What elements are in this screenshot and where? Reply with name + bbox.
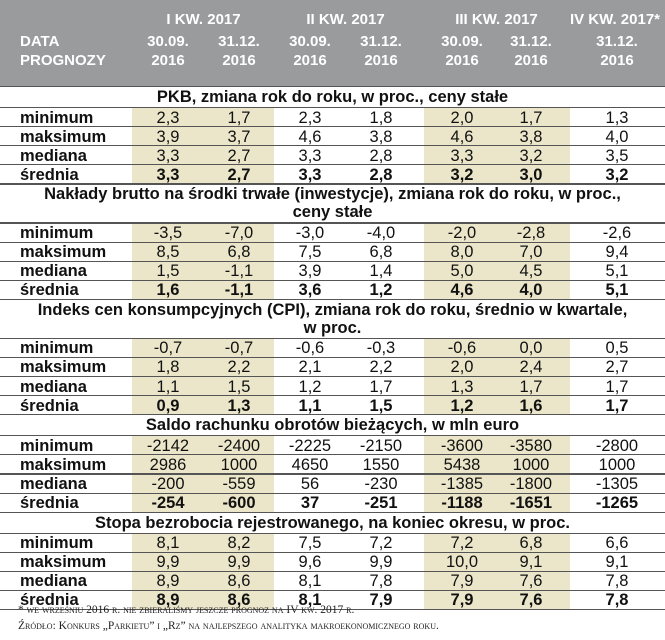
rule (0, 299, 665, 300)
table-cell: -3,0 (295, 223, 325, 242)
row-label-maksimum: maksimum (20, 127, 107, 146)
table-cell: -2800 (595, 436, 639, 455)
rule (0, 414, 665, 415)
row-label-rednia: średnia (20, 165, 79, 184)
row-label-mediana: mediana (20, 262, 87, 281)
table-cell: 7,8 (605, 572, 629, 591)
table-cell: 2,7 (227, 165, 251, 184)
table-cell: -3580 (509, 436, 553, 455)
row-label-minimum: minimum (20, 436, 94, 455)
table-cell: -2150 (359, 436, 403, 455)
section-title-4: Saldo rachunku obrotów bieżących, w mln euro (145, 416, 520, 435)
header-quarter-3: III KW. 2017 (455, 11, 538, 28)
table-cell: 1,4 (369, 262, 393, 281)
table-cell: 1,5 (156, 262, 180, 281)
table-cell: 1,6 (156, 281, 180, 300)
table-cell: 5,1 (605, 262, 629, 281)
header-year-3: 2016 (293, 52, 327, 69)
table-cell: 8,1 (298, 572, 322, 591)
table-cell: 1,8 (156, 358, 180, 377)
table-cell: -1385 (440, 474, 484, 493)
table-cell: -0,6 (295, 339, 325, 358)
table-cell: 6,8 (369, 243, 393, 261)
table-cell: 8,9 (156, 591, 180, 610)
table-cell: -2,0 (447, 223, 477, 242)
table-cell: 9,9 (227, 553, 251, 572)
table-cell: 3,5 (605, 146, 629, 165)
table-cell: 4,6 (298, 127, 322, 146)
row-label-mediana: mediana (20, 572, 87, 591)
table-cell: 9,1 (605, 553, 629, 572)
table-cell: 1,1 (156, 377, 180, 396)
header-date-4: 31.12. (360, 33, 402, 50)
table-cell: 6,6 (605, 534, 629, 553)
table-cell: 9,4 (605, 243, 629, 261)
table-cell: 1,3 (605, 108, 629, 127)
table-cell: 8,6 (227, 591, 251, 610)
table-cell: 4,5 (519, 262, 543, 281)
table-cell: 3,6 (298, 281, 322, 300)
table-cell: -0,7 (153, 339, 183, 358)
table-cell: -1,1 (224, 262, 254, 281)
header-date-1: 30.09. (147, 33, 189, 50)
row-label-maksimum: maksimum (20, 243, 107, 261)
table-cell: -3,5 (153, 223, 183, 242)
header-date-6: 31.12. (510, 33, 552, 50)
table-cell: 8,2 (227, 534, 251, 553)
table-cell: 2,2 (369, 358, 393, 377)
table-cell: 6,8 (519, 534, 543, 553)
table-cell: 3,3 (156, 146, 180, 165)
table-cell: 8,6 (227, 572, 251, 591)
footer-notes (18, 602, 658, 634)
table-cell: -1,1 (224, 281, 254, 300)
row-label-rednia: średnia (20, 591, 79, 610)
table-cell: 1,7 (519, 108, 543, 127)
table-cell: 3,3 (298, 165, 322, 184)
row-label-rednia: średnia (20, 281, 79, 300)
table-cell: 1000 (512, 455, 550, 474)
section-title-cont-2: ceny stałe (292, 203, 373, 222)
header-quarter-1: I KW. 2017 (166, 11, 241, 28)
table-cell: 2,2 (227, 358, 251, 377)
table-cell: 2,7 (605, 358, 629, 377)
table-cell: -2,6 (602, 223, 632, 242)
table-cell: -200 (151, 474, 185, 493)
table-cell: -0,7 (224, 339, 254, 358)
table-cell: 0,0 (519, 339, 543, 358)
table-cell: 1,7 (227, 108, 251, 127)
table-cell: -251 (364, 494, 398, 512)
section-title-cont-3: w proc. (303, 318, 362, 337)
table-cell: 3,2 (605, 165, 629, 184)
table-cell: -2,8 (516, 223, 546, 242)
header-label-data: DATA (20, 33, 60, 50)
table-cell: 8,0 (450, 243, 474, 261)
table-cell: 8,1 (298, 591, 322, 610)
table-cell: 3,8 (369, 127, 393, 146)
table-cell: 8,5 (156, 243, 180, 261)
table-header (0, 0, 665, 86)
table-cell: 0,5 (605, 339, 629, 358)
table-cell: -1188 (441, 494, 483, 512)
table-cell: 2,8 (369, 165, 393, 184)
header-year-7: 2016 (600, 52, 634, 69)
table-cell: 7,0 (519, 243, 543, 261)
table-cell: 7,2 (369, 534, 393, 553)
table-cell: 1,7 (605, 377, 629, 396)
table-cell: 1,7 (605, 396, 629, 415)
table-cell: 7,5 (298, 243, 322, 261)
header-quarter-2: II KW. 2017 (306, 11, 385, 28)
table-cell: 1,7 (519, 377, 543, 396)
table-cell: 3,2 (450, 165, 474, 184)
table-cell: 3,9 (298, 262, 322, 281)
row-label-maksimum: maksimum (20, 455, 107, 474)
table-cell: 8,1 (156, 534, 180, 553)
table-cell: 1000 (598, 455, 636, 474)
row-label-minimum: minimum (20, 534, 94, 553)
table-cell: 1,5 (227, 377, 251, 396)
table-cell: -7,0 (224, 223, 254, 242)
table-cell: -4,0 (366, 223, 396, 242)
section-title-5: Stopa bezrobocia rejestrowanego, na koniec okresu, w proc. (95, 513, 570, 532)
section-title-3: Indeks cen konsumpcyjnych (CPI), zmiana rok do roku, średnio w kwartale, (37, 300, 628, 319)
table-cell: 4,0 (605, 127, 629, 146)
table-cell: 4,6 (450, 127, 474, 146)
table-cell: -559 (222, 474, 256, 493)
row-label-mediana: mediana (20, 474, 87, 493)
table-cell: 3,2 (519, 146, 543, 165)
table-cell: 1,3 (450, 377, 474, 396)
header-year-5: 2016 (445, 52, 479, 69)
header-year-1: 2016 (151, 52, 185, 69)
table-cell: 1,2 (450, 396, 474, 415)
table-cell: -1265 (595, 494, 639, 512)
table-cell: 5,0 (450, 262, 474, 281)
table-cell: -1305 (595, 474, 639, 493)
table-cell: -2142 (146, 436, 190, 455)
section-title-2: Nakłady brutto na środki trwałe (inwestycje), zmiana rok do roku, w proc., (44, 185, 621, 204)
table-cell: 5438 (443, 455, 481, 474)
header-date-2: 31.12. (218, 33, 260, 50)
header-year-2: 2016 (222, 52, 256, 69)
table-cell: 1,5 (369, 396, 393, 415)
table-cell: 5,1 (605, 281, 629, 300)
header-date-5: 30.09. (441, 33, 483, 50)
table-cell: 2,3 (156, 108, 180, 127)
table-cell: -1800 (509, 474, 553, 493)
table-cell: 7,8 (605, 591, 629, 610)
table-cell: 9,9 (369, 553, 393, 572)
table-cell: 7,6 (519, 572, 543, 591)
table-cell: 7,8 (369, 572, 393, 591)
table-cell: 9,6 (298, 553, 322, 572)
footnote: * we wrześniu 2016 r. nie zbieraliśmy jeszcze prognoz na IV kw. 2017 r. (18, 604, 355, 616)
table-cell: 7,9 (369, 591, 393, 610)
table-cell: 7,9 (450, 591, 474, 610)
table-cell: 9,1 (519, 553, 543, 572)
table-cell: 7,9 (450, 572, 474, 591)
table-cell: 3,3 (298, 146, 322, 165)
table-cell: 7,2 (450, 534, 474, 553)
table-cell: -0,3 (366, 339, 396, 358)
table-cell: -2400 (217, 436, 261, 455)
table-cell: 2,1 (298, 358, 322, 377)
table-cell: 4,0 (519, 281, 543, 300)
row-label-rednia: średnia (20, 494, 79, 512)
table-cell: 1,1 (298, 396, 322, 415)
table-cell: 2,0 (450, 358, 474, 377)
table-cell: 3,0 (519, 165, 543, 184)
table-cell: 2,7 (227, 146, 251, 165)
table-cell: 7,5 (298, 534, 322, 553)
rule (0, 512, 665, 513)
table-cell: 1,7 (369, 377, 393, 396)
table-cell: 2986 (149, 455, 187, 474)
header-date-7: 31.12. (596, 33, 638, 50)
table-cell: 3,7 (227, 127, 251, 146)
header-label-prognozy: PROGNOZY (20, 52, 106, 69)
table-cell: 56 (300, 474, 320, 493)
table-cell: 4,6 (450, 281, 474, 300)
table-cell: 10,0 (445, 553, 479, 572)
table-cell: -0,6 (447, 339, 477, 358)
table-cell: 0,9 (156, 396, 180, 415)
table-cell: 7,6 (519, 591, 543, 610)
table-cell: 3,9 (156, 127, 180, 146)
row-label-maksimum: maksimum (20, 358, 107, 377)
header-year-4: 2016 (364, 52, 398, 69)
table-cell: 1,2 (369, 281, 393, 300)
table-cell: 1,2 (298, 377, 322, 396)
row-label-minimum: minimum (20, 223, 94, 242)
table-cell: -254 (151, 494, 185, 512)
table-cell: 2,8 (369, 146, 393, 165)
table-cell: 9,9 (156, 553, 180, 572)
source-note: Źródło: Konkurs „Parkietu” i „Rz” na najlepszego analityka makroekonomicznego roku. (18, 620, 439, 632)
table-cell: 6,8 (227, 243, 251, 261)
row-label-minimum: minimum (20, 108, 94, 127)
rule-top (0, 86, 665, 87)
table-cell: 2,0 (450, 108, 474, 127)
table-cell: -600 (222, 494, 256, 512)
table-cell: 2,4 (519, 358, 543, 377)
table-cell: -3600 (440, 436, 484, 455)
table-cell: 1550 (362, 455, 400, 474)
table-cell: 1000 (220, 455, 258, 474)
table-cell: -2225 (288, 436, 332, 455)
table-cell: -230 (364, 474, 398, 493)
table-cell: 1,6 (519, 396, 543, 415)
rule (0, 183, 665, 184)
header-quarter-4: IV KW. 2017* (569, 11, 661, 28)
table-cell: 1,8 (369, 108, 393, 127)
table-cell: 3,3 (156, 165, 180, 184)
table-cell: 2,3 (298, 108, 322, 127)
row-label-mediana: mediana (20, 377, 87, 396)
section-title-1: PKB, zmiana rok do roku, w proc., ceny stałe (156, 88, 509, 106)
table-cell: 3,8 (519, 127, 543, 146)
header-date-3: 30.09. (289, 33, 331, 50)
row-label-rednia: średnia (20, 396, 79, 415)
table-cell: 1,3 (227, 396, 251, 415)
table-cell: 4650 (291, 455, 329, 474)
row-label-maksimum: maksimum (20, 553, 107, 572)
row-label-minimum: minimum (20, 339, 94, 358)
header-year-6: 2016 (514, 52, 548, 69)
row-label-mediana: mediana (20, 146, 87, 165)
table-cell: 8,9 (156, 572, 180, 591)
table-cell: 37 (300, 494, 320, 512)
table-cell: -1651 (509, 494, 553, 512)
table-cell: 3,3 (450, 146, 474, 165)
